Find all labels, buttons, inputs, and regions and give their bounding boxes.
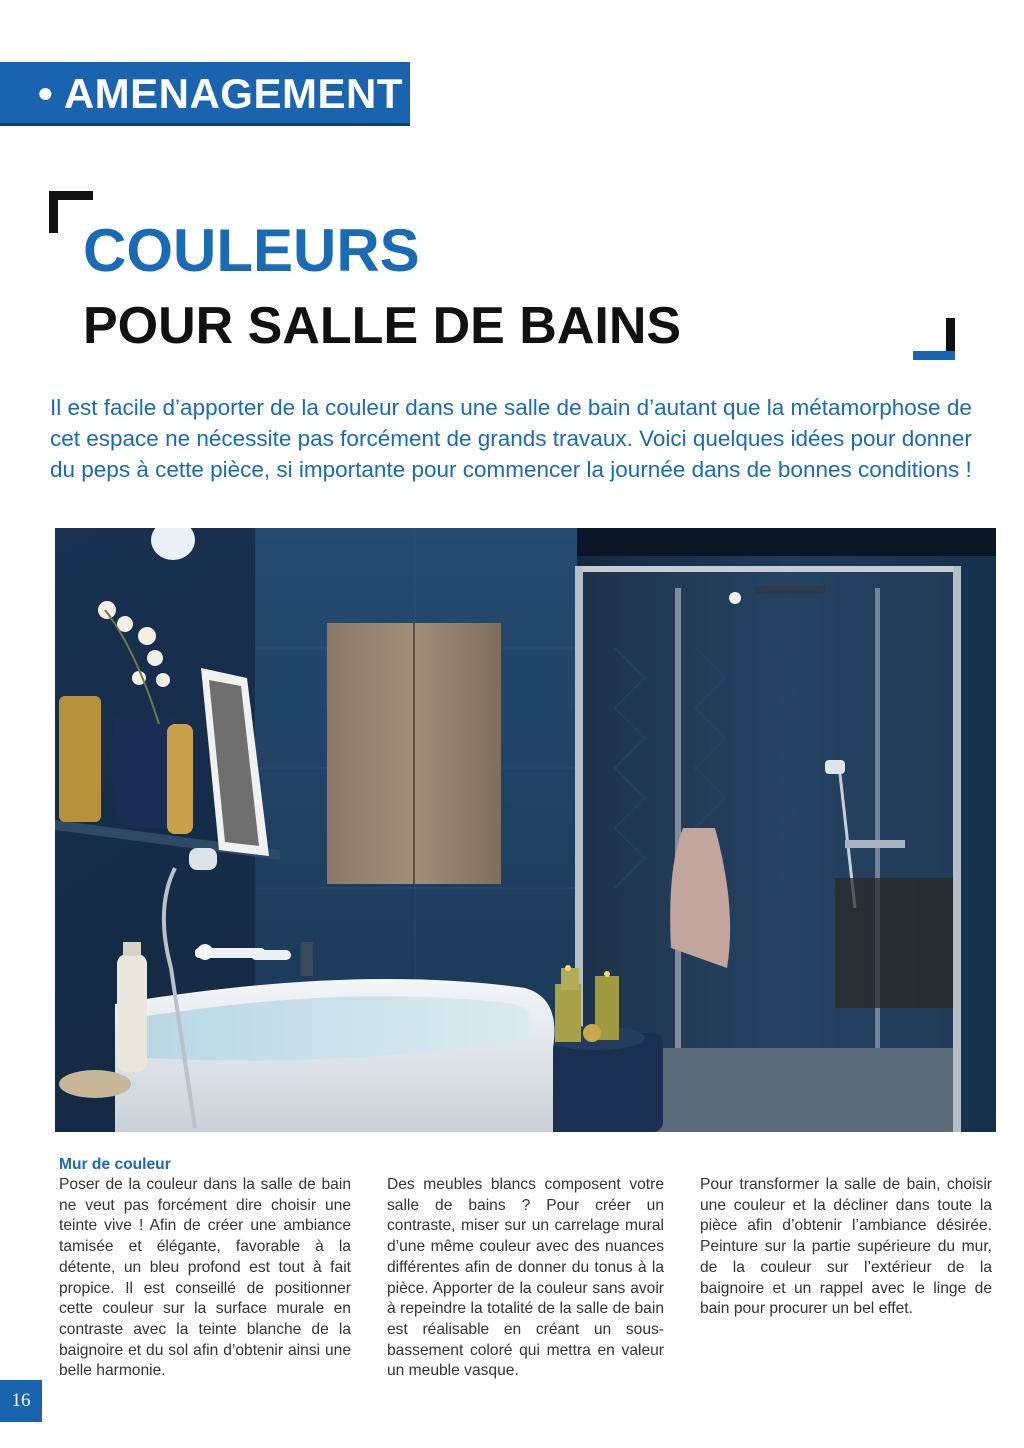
page-title-primary: COULEURS bbox=[83, 217, 420, 284]
intro-paragraph: Il est facile d’apporter de la couleur dans une salle de bain d’autant que la métamorphose de cet espace ne nécessite pas forcément de grands travaux. Voici quelques idées pour donner du peps à cette pièce, si importante pour commencer la journée dans de bonnes conditions ! bbox=[50, 395, 972, 482]
section-label: • AMENAGEMENT bbox=[38, 70, 403, 117]
bathroom-illustration bbox=[55, 528, 996, 1132]
article-column-1 bbox=[59, 1154, 351, 1382]
article-text-3: Pour transformer la salle de bain, choisir une couleur et la décliner dans toute la pièce afin d’obtenir l’ambiance désirée. Peinture sur la partie supérieure du mur, de la couleur sur l’extérieur de la baignoire et un rappel avec le linge de bain pour procurer un bel effet. bbox=[700, 1176, 992, 1318]
article-text-1: Poser de la couleur dans la salle de bain ne veut pas forcément dire choisir une teinte vive ! Afin de créer une ambiance tamisée et élégante, favorable à la détente, un bleu profond est tout à fait propice. Il est conseillé de positionner cette couleur sur la surface murale en contraste avec la teinte blanche de la baignoire et du sol afin d’obtenir ainsi une belle harmonie. bbox=[59, 1176, 351, 1380]
article-column-2 bbox=[387, 1175, 664, 1382]
section-banner bbox=[0, 62, 410, 126]
article-text-2: Des meubles blancs composent votre salle de bains ? Pour créer un contraste, miser sur un carrelage mural d’une même couleur avec des nuances différentes afin de donner du tonus à la pièce. Apporter de la couleur sans avoir à repeindre la totalité de la salle de bain est réalisable en créant un sous-bassement coloré qui mettra en valeur un meuble vasque. bbox=[387, 1176, 664, 1380]
corner-bracket-bottom-right-bar bbox=[913, 351, 955, 360]
bathroom-photo bbox=[55, 528, 996, 1132]
page-title-secondary: POUR SALLE DE BAINS bbox=[83, 297, 682, 355]
article-subhead: Mur de couleur bbox=[59, 1156, 171, 1173]
page-number: 16 bbox=[0, 1380, 42, 1422]
article-column-3 bbox=[700, 1175, 992, 1320]
corner-bracket-top-left-bar bbox=[49, 191, 93, 200]
